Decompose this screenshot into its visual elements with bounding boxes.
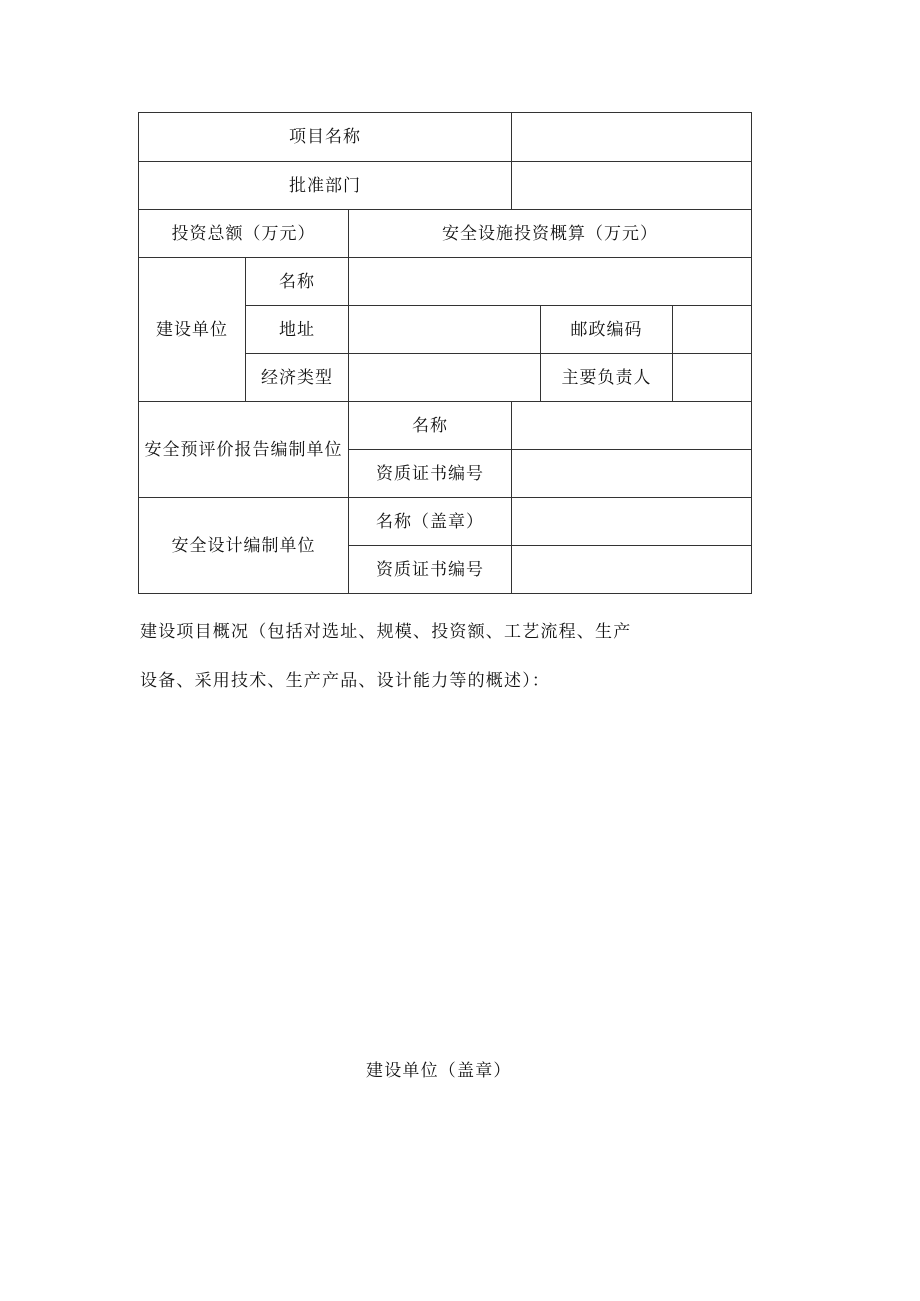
economic-type-label: 经济类型 [246,354,349,402]
postcode-label: 邮政编码 [541,306,673,354]
construction-unit-name-label: 名称 [246,258,349,306]
project-info-table [138,112,752,594]
pre-eval-name-label: 名称 [349,402,512,450]
pre-eval-name-value[interactable] [512,402,752,450]
approval-dept-label: 批准部门 [139,162,512,210]
principal-value[interactable] [673,354,752,402]
total-investment-label: 投资总额（万元） [139,210,349,258]
postcode-value[interactable] [673,306,752,354]
construction-unit-name-value[interactable] [349,258,752,306]
design-cert-value[interactable] [512,546,752,594]
pre-eval-cert-value[interactable] [512,450,752,498]
design-cert-label: 资质证书编号 [349,546,512,594]
construction-unit-seal-label: 建设单位（盖章） [366,1061,512,1081]
overview-text-line-2: 设备、采用技术、生产产品、设计能力等的概述）： [140,671,551,691]
economic-type-value[interactable] [349,354,541,402]
construction-unit-label: 建设单位 [139,258,246,402]
pre-eval-unit-label: 安全预评价报告编制单位 [139,402,349,498]
overview-text-line-1: 建设项目概况（包括对选址、规模、投资额、工艺流程、生产 [140,622,632,642]
project-name-label: 项目名称 [139,113,512,162]
project-name-value[interactable] [512,113,752,162]
pre-eval-cert-label: 资质证书编号 [349,450,512,498]
design-name-value[interactable] [512,498,752,546]
design-unit-label: 安全设计编制单位 [139,498,349,594]
construction-unit-address-value[interactable] [349,306,541,354]
safety-budget-label: 安全设施投资概算（万元） [349,210,752,258]
approval-dept-value[interactable] [512,162,752,210]
principal-label: 主要负责人 [541,354,673,402]
design-name-label: 名称（盖章） [349,498,512,546]
construction-unit-address-label: 地址 [246,306,349,354]
